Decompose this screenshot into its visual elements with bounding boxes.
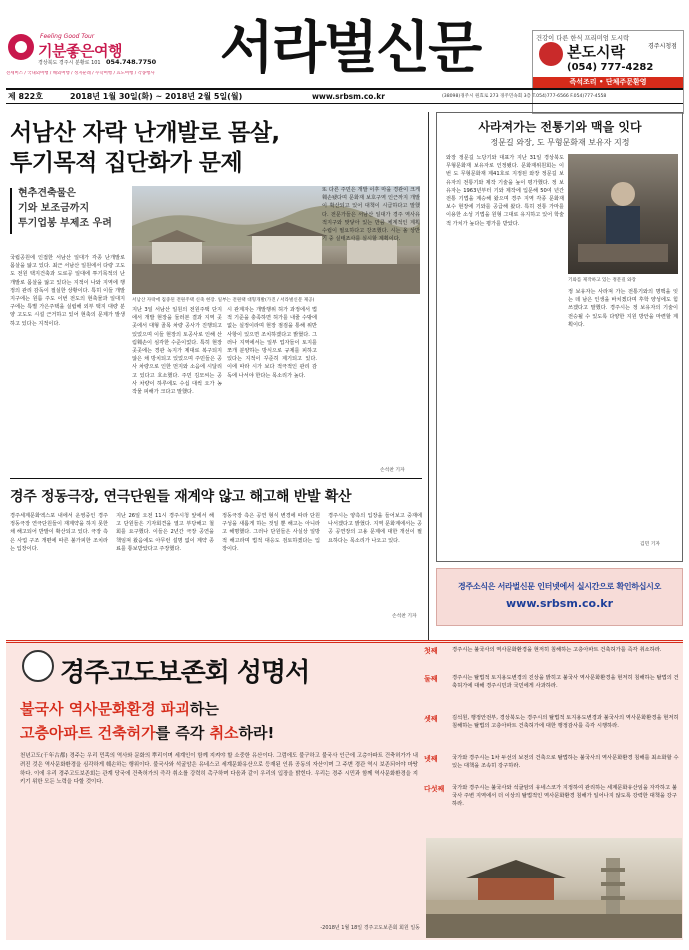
column-byline: 김민 기자 bbox=[640, 542, 661, 547]
masthead-title: 서라벌신문 bbox=[219, 15, 481, 81]
column-divider bbox=[428, 112, 429, 642]
lunchbox-footer: 즉석조리 • 단체주문환영 bbox=[533, 77, 683, 88]
article2-body-col4: 경주시는 양측의 입장을 들어보고 중재에 나서겠다고 밝혔다. 지역 문화계에서는 공공 공연장의 고용 문제에 대한 개선이 필요하다는 목소리가 나오고 있다. bbox=[328, 513, 422, 544]
item-text: 김석원, 행정안전부, 경상북도는 경주시의 탈법적 토지용도변경과 불국사의 역사문화환경을 현저히 침해하는 탈법의 고층아파트 건축허가에 대한 행정감사를 즉각 시행하라. bbox=[452, 715, 679, 729]
header-rule-top bbox=[6, 88, 683, 90]
column-body: 와장 정문길 노당기와 대표가 지난 31일 경상북도 무형문화재 보유자로 인정됐다. 문화재위원회는 이번 도 무형문화재 제41호로 지정된 와장 정문길 보유자의 전통기와 제작 기술을 높이 평가했다. 정 보유자는 1963년부터 기와 제작에 입문해 50여 년간 전통 기법을 계승해 왔으며 경주 지역 각종 문화재 보수 현장에 기와를 공급해 왔다. 특히 전통 가마를 이용한 소성 기법을 원형 그대로 유지하고 있어 학술적 가치가 높다는 평가를 받았다. bbox=[446, 155, 564, 227]
article1-body-col2: 지난 3일 서남산 일원의 전원주택 단지에서 개발 현장을 둘러본 결과 지역 곳곳에서 대형 골목 차량 공사가 진행되고 있었으며 이들 현장의 토공사로 인해 산림훼손이 심각한 수준이었다. 특히 현장 곳곳에는 경관 녹지가 제대로 복구되지 않은 채 방치되고 있었으며 주민들은 공사 차량으로 인한 먼지와 소음에 시달리고 있다고 호소했다. 주민 김모씨는 공사 차량이 하루에도 수십 대씩 오가 농작물 피해가 크다고 말했다. bbox=[132, 307, 222, 396]
article1-byline: 손석찬 기자 bbox=[380, 468, 405, 473]
item-text: 경주시는 탈법적 토지용도변경의 진상을 밝히고 불국사 역사문화환경을 현저히 침해하는 탈법의 건축허가에 대해 경주시민과 국민에게 사과하라. bbox=[452, 675, 679, 689]
statement-item bbox=[424, 784, 682, 824]
travel-slogan: Feeling Good Tour bbox=[40, 33, 95, 40]
statement-seal-icon bbox=[22, 650, 54, 682]
statement-title: 경주고도보존회 성명서 bbox=[60, 658, 310, 688]
article2-body-col2: 지난 26일 오전 11시 경주시청 앞에서 해고 단원들은 기자회견을 열고 부당해고 철회를 요구했다. 이들은 2년간 극장 공연을 책임져 왔음에도 아무런 설명 없이 계약 종료를 통보받았다고 주장했다. bbox=[116, 513, 214, 552]
article2-headline[interactable]: 경주 정동극장, 연극단원들 재계약 않고 해고해 반발 확산 bbox=[10, 489, 352, 505]
item-text: 국가와 경주시는 불국사와 석굴암의 유네스코가 지정하여 관리하는 세계문화유산임을 자각하고 불국사 주변 지역에서 더 이상의 탈법적인 역사문화환경 침해가 일어나지 않도록 강력한 대책을 강구하라. bbox=[452, 785, 677, 807]
column-photo bbox=[568, 154, 678, 274]
slogan2-part-d: 하라! bbox=[238, 724, 275, 742]
lunchbox-tagline: 건강이 다른 한식 프리미엄 도시락 bbox=[536, 35, 630, 42]
item-label: 넷째 bbox=[424, 755, 438, 763]
article1-body-col1: 국립공원에 인접한 서남산 일대가 각종 난개발로 몸살을 앓고 있다. 최근 서남산 일원에서 다량 고도도 전원 택지건축과 도로공 일대에 투기목적의 난개발로 몸살을 앓고 있다는 지적이 나와 지역에 행정의 관리 감독이 절실한 상황이다. 특히 이들 개발지구에는 원룸 주도 이번 전도의 현축물과 일대지구에는 특별 가은주택을 실립해 외부 택지 대량 분양 고도도 시설 근거하고 있어 현축의 문제가 발생하고 있다는 지적이다. bbox=[10, 255, 125, 327]
promo-text: 경주소식은 서라벌신문 인터넷에서 실시간으로 확인하십시오 bbox=[457, 582, 662, 591]
slogan1-part-c: 하는 bbox=[189, 700, 219, 718]
column-title[interactable]: 사라져가는 전통기와 맥을 잇다 bbox=[478, 120, 642, 134]
article1-photo-caption: 서남산 자락에 집중된 전원주택 신축 현장. 일부는 전원택 대형개발(가진 / 서라벌신문 제공) bbox=[132, 298, 315, 303]
issue-dates: 2018년 1월 30일(화) ~ 2018년 2월 5일(월) bbox=[70, 92, 243, 101]
promo-url[interactable]: www.srbsm.co.kr bbox=[506, 597, 613, 610]
statement-slogan-line2 bbox=[20, 722, 420, 743]
article2-body-col3: 정동극장 측은 공연 형식 변경에 따라 단원 구성을 새롭게 하는 것일 뿐 해고는 아니라고 해명했다. 그러나 단원들은 사실상 일방적 해고라며 법적 대응도 검토하겠다는 입장이다. bbox=[222, 513, 320, 552]
lunchbox-logo-icon bbox=[539, 42, 563, 66]
statement-body: 천년고도(千年古都) 경주는 우리 민족의 역사와 문화의 뿌리이며 세계인이 함께 지켜야 할 소중한 유산이다. 그럼에도 불구하고 불국사 인근에 고층아파트 건축허가가 내려진 것은 역사문화환경을 심각하게 훼손하는 행위이다. 불국사와 석굴암은 유네스코 세계문화유산으로 등재된 인류 공동의 자산이며 그 주변 경관 역시 보존되어야 마땅하다. 이에 우리 경주고도보존회는 관계 당국에 건축허가의 즉각 취소를 강력히 촉구하며 다음과 같이 우리의 입장을 밝힌다. 우리는 경주 시민과 함께 역사문화환경을 지키기 위한 모든 노력을 다할 것이다. bbox=[20, 753, 418, 786]
article2-byline: 손석찬 기자 bbox=[392, 614, 417, 619]
slogan2-part-b: 를 즉각 bbox=[155, 724, 210, 742]
travel-logo-icon bbox=[8, 34, 34, 60]
article1-body-col3: 시 관계자는 개발행위 허가 과정에서 법적 기준을 충족하면 허가를 내줄 수밖에 없는 실정이라며 현장 점검을 통해 위반 사항이 있으면 조치하겠다고 밝혔다. 그러나 지역에서는 일부 업자들이 토지를 쪼개 분양하는 방식으로 규제를 피하고 있다는 지적이 꾸준히 제기되고 있다. 이에 따라 시가 보다 적극적인 관리 감독에 나서야 한다는 목소리가 높다. bbox=[227, 307, 317, 379]
travel-phone: 054.748.7750 bbox=[106, 58, 157, 66]
article2-body-col1: 경주세계문화엑스포 내에서 운영중인 경주 정동극장 연극단원들이 재계약을 하지 못한 채 해고되어 반발이 확산되고 있다. 극장 측은 사업 구조 개편에 따른 불가피한 조치라는 입장이다. bbox=[10, 513, 108, 552]
lunchbox-branch: 경주시청점 bbox=[648, 43, 677, 50]
article1-headline-line1: 서남산 자락 난개발로 몸살, bbox=[10, 120, 280, 146]
travel-services: 전세버스 / 국내외여행 / 해외여행 / 성지순례 / 수학여행 / 효도여행 / 각종행사 bbox=[6, 71, 155, 76]
temple-photo bbox=[426, 838, 682, 938]
issue-number: 제 822호 bbox=[8, 92, 43, 101]
item-label: 다섯째 bbox=[424, 785, 445, 793]
item-text: 경주시는 불국사의 역사문화환경을 현저히 침해하는 고층아파트 건축허가를 즉각 취소하라. bbox=[452, 647, 662, 653]
header-ad-travel[interactable] bbox=[6, 30, 166, 90]
contact-info: (38098)경주시 원효로 273 경주민속회 3층 T.054)777-6566 F.054)777-4558 bbox=[442, 94, 607, 99]
travel-address: 경상북도 경주시 분황로 101 bbox=[38, 60, 101, 66]
statement-item bbox=[424, 754, 682, 784]
statement-item bbox=[424, 714, 682, 754]
statement-item bbox=[424, 646, 682, 674]
statement-slogan-line1 bbox=[20, 698, 420, 719]
travel-name: 기분좋은여행 bbox=[38, 42, 122, 60]
item-label: 둘째 bbox=[424, 675, 438, 683]
lunchbox-name: 본도시락 bbox=[567, 43, 625, 61]
header-rule-bottom bbox=[6, 103, 683, 104]
header-ad-lunchbox[interactable] bbox=[532, 30, 684, 114]
column-photo-caption: 기와를 제작하고 있는 정문길 와장 bbox=[568, 278, 636, 283]
statement-items bbox=[424, 646, 682, 824]
slogan2-part-c: 취소 bbox=[209, 724, 239, 742]
statement-item bbox=[424, 674, 682, 714]
article1-headline[interactable] bbox=[10, 118, 430, 178]
column-subtitle: 정문길 와장, 도 무형문화재 보유자 지정 bbox=[490, 138, 630, 147]
article2-rule bbox=[10, 478, 422, 479]
promo-box[interactable] bbox=[436, 568, 683, 626]
statement-signature: -2018년 1월 18일 경주고도보존회 회원 일동 bbox=[320, 925, 420, 931]
column-body2: 정 보유자는 사라져 가는 전통기와의 명맥을 잇는 데 남은 인생을 바치겠다며 후학 양성에도 힘쓰겠다고 말했다. 경주시는 정 보유자의 기술이 전승될 수 있도록 다양한 지원 방안을 마련할 계획이다. bbox=[568, 289, 678, 328]
article1-headline-line2: 투기목적 집단화가 문제 bbox=[10, 150, 243, 176]
lunchbox-phone: (054) 777-4282 bbox=[567, 62, 654, 73]
article1-body-col4: 또 다른 주민은 개발 이후 마을 경관이 크게 훼손됐다며 문화재 보호구역 인근까지 개발이 확산되고 있어 대책이 시급하다고 말했다. 전문가들은 서남산 일대가 경주 역사유적지구와 맞닿아 있는 만큼 체계적인 계획 수립이 필요하다고 강조했다. 시는 올 상반기 중 실태조사를 실시할 계획이다. bbox=[322, 187, 420, 243]
item-text: 국가와 경주시는 1차 두선의 보전의 건축으로 탈법하는 불국사의 역사문화환경 침해를 최소화할 수 있는 대책을 조속히 강구하라. bbox=[452, 755, 679, 769]
slogan1-part-a: 불국사 역사문화환경 bbox=[20, 700, 161, 718]
slogan1-part-b: 파괴 bbox=[160, 700, 190, 718]
website-link[interactable]: www.srbsm.co.kr bbox=[312, 92, 385, 101]
slogan2-part-a: 고층아파트 건축허가 bbox=[20, 724, 156, 742]
article1-subhead: 현추견축물은 기와 보조금까지 투기업봉 부제조 우려 bbox=[18, 188, 112, 229]
item-label: 첫째 bbox=[424, 647, 438, 655]
item-label: 셋째 bbox=[424, 715, 438, 723]
subhead-bar bbox=[10, 188, 12, 234]
